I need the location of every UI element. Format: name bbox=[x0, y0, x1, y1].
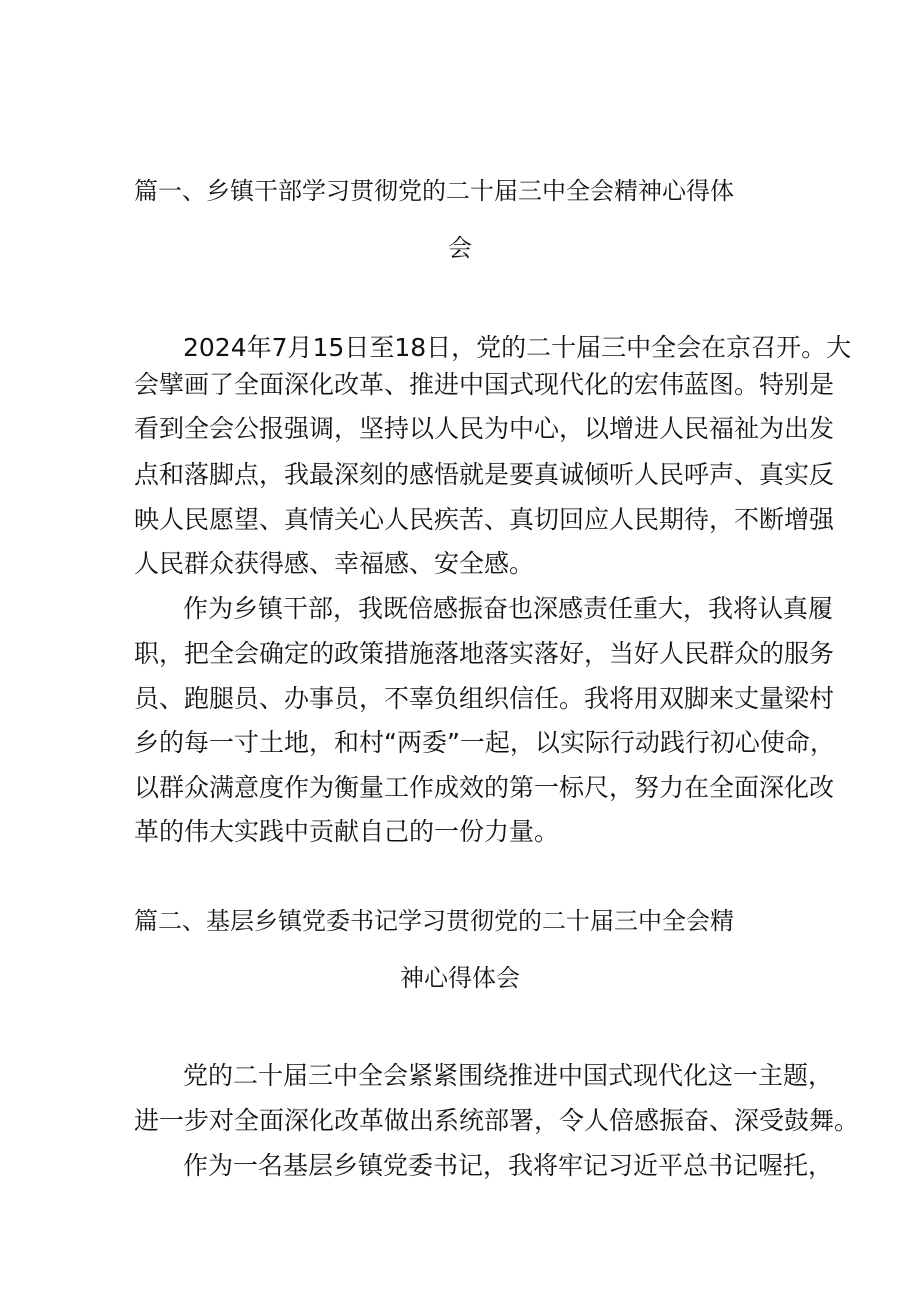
section1-title-line1: 篇一、乡镇干部学习贯彻党的二十届三中全会精神心得体 bbox=[134, 177, 734, 205]
s1-p2-line5: 以群众满意度作为衡量工作成效的第一标尺，努力在全面深化改 bbox=[134, 773, 835, 802]
s1-p2-line1: 作为乡镇干部，我既倍感振奋也深感责任重大，我将认真履 bbox=[183, 594, 834, 623]
section2-title-line1: 篇二、基层乡镇党委书记学习贯彻党的二十届三中全会精 bbox=[134, 907, 734, 935]
s1-p2-line2: 职，把全会确定的政策措施落地落实落好，当好人民群众的服务 bbox=[134, 639, 835, 668]
s1-p1-line1: 2024年7月15日至18日，党的二十届三中全会在京召开。大 bbox=[183, 333, 852, 362]
s1-p1-line5: 映人民愿望、真情关心人民疾苦、真切回应人民期待，不断增强 bbox=[134, 505, 835, 534]
s1-p2-line6: 革的伟大实践中贡献自己的一份力量。 bbox=[134, 817, 560, 846]
s1-p1-line4: 点和落脚点，我最深刻的感悟就是要真诚倾听人民呼声、真实反 bbox=[134, 460, 835, 489]
s1-p1-line6: 人民群众获得感、幸福感、安全感。 bbox=[134, 549, 535, 578]
s2-p1-line2: 进一步对全面深化改革做出系统部署，令人倍感振奋、深受鼓舞。 bbox=[134, 1106, 860, 1135]
s2-p1-line1: 党的二十届三中全会紧紧围绕推进中国式现代化这一主题， bbox=[183, 1061, 834, 1090]
s1-p2-line3: 员、跑腿员、办事员，不辜负组织信任。我将用双脚来丈量梁村 bbox=[134, 684, 835, 713]
s1-p1-line3: 看到全会公报强调，坚持以人民为中心，以增进人民福祉为出发 bbox=[134, 414, 835, 443]
section1-title-line2: 会 bbox=[448, 234, 472, 262]
s2-p2-line1: 作为一名基层乡镇党委书记，我将牢记习近平总书记喔托， bbox=[183, 1151, 834, 1180]
section2-title-line2: 神心得体会 bbox=[400, 964, 520, 992]
s1-p2-line4: 乡的每一寸土地，和村“两委”一起，以实际行动践行初心使命， bbox=[134, 728, 835, 757]
s1-p1-line2: 会擘画了全面深化改革、推进中国式现代化的宏伟蓝图。特别是 bbox=[134, 370, 835, 399]
